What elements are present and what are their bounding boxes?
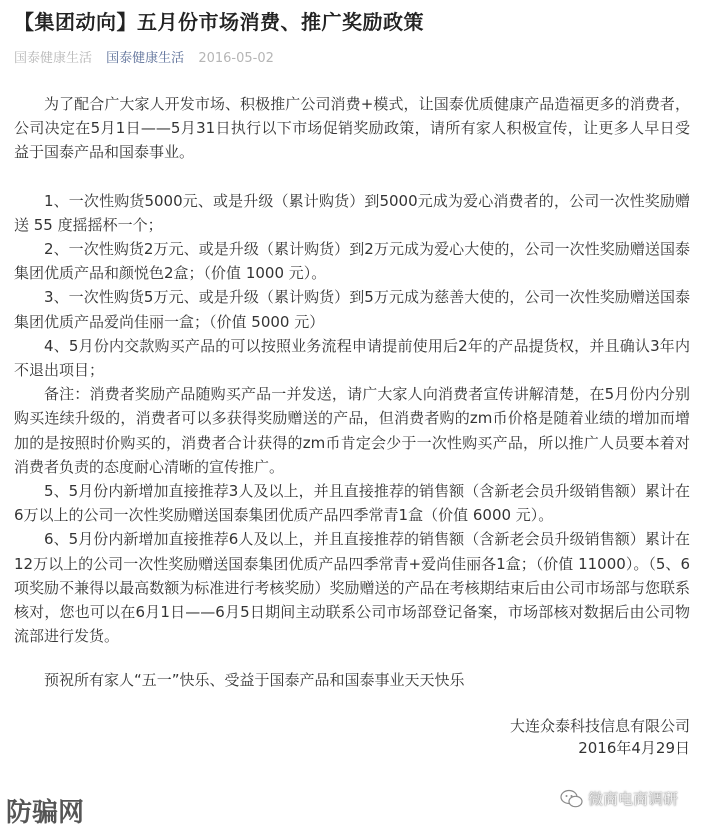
policy-item-1: 1、一次性购货5000元、或是升级（累计购货）到5000元成为爱心消费者的，公司一次性奖励赠送 55 度摇摇杯一个； — [14, 191, 690, 234]
policy-item-2: 2、一次性购货2万元、或是升级（累计购货）到2万元成为爱心大使的，公司一次性奖励赠送国泰集团优质产品和颜悦色2盒；（价值 1000 元）。 — [14, 240, 690, 283]
watermark-right-text: 微商电商调研 — [588, 790, 679, 808]
watermark-left: 防骗网 — [6, 798, 85, 828]
signature-company: 大连众泰科技信息有限公司 — [509, 716, 690, 735]
policy-item-6: 6、5月份内新增加直接推荐6人及以上，并且直接推荐的销售额（含新老会员升级销售额）累计在12万以上的公司一次性奖励赠送国泰集团优质产品四季常青+爱尚佳丽各1盒；（价值 11000）。（5、6项奖励不兼得以最高数额为标准进行考核奖励）奖励赠送的产品在考核期结束后由公司市场部与您联系核对，您也可以在6月1日——6月5日期间主动联系公司市场部登记备案，市场部核对数据后由公司物流部进行发货。 — [14, 530, 690, 646]
intro-paragraph: 为了配合广大家人开发市场、积极推广公司消费+模式，让国泰优质健康产品造福更多的消费者，公司决定在5月1日——5月31日执行以下市场促销奖励政策，请所有家人积极宣传，让更多人早日受益于国泰产品和国泰事业。 — [14, 95, 690, 162]
policy-item-3: 3、一次性购货5万元、或是升级（累计购货）到5万元成为慈善大使的，公司一次性奖励赠送国泰集团优质产品爱尚佳丽一盒；（价值 5000 元） — [14, 288, 690, 331]
article-meta — [14, 47, 284, 66]
article-source: 国泰健康生活 — [14, 51, 93, 66]
paragraph-gap — [14, 165, 690, 189]
account-link[interactable]: 国泰健康生活 — [106, 51, 185, 66]
signature-block — [14, 715, 690, 759]
publish-date: 2016-05-02 — [198, 51, 274, 66]
policy-item-5: 5、5月份内新增加直接推荐3人及以上，并且直接推荐的销售额（含新老会员升级销售额）累计在6万以上的公司一次性奖励赠送国泰集团优质产品四季常青1盒（价值 6000 元）。 — [14, 482, 690, 525]
signature-date: 2016年4月29日 — [578, 738, 690, 757]
paragraph-gap — [14, 648, 690, 668]
article-title: 【集团动向】五月份市场消费、推广奖励政策 — [14, 10, 424, 34]
policy-item-4: 4、5月份内交款购买产品的可以按照业务流程申请提前使用后2年的产品提货权，并且确认3年内不退出项目； — [14, 336, 690, 380]
wechat-icon — [560, 789, 584, 809]
closing-paragraph: 预祝所有家人“五一”快乐、受益于国泰产品和国泰事业天天快乐 — [44, 671, 465, 690]
article-body — [14, 92, 690, 759]
watermark-right — [560, 788, 678, 809]
policy-note: 备注：消费者奖励产品随购买产品一并发送，请广大家人向消费者宣传讲解清楚，在5月份内分别购买连续升级的，消费者可以多获得奖励赠送的产品，但消费者购的zm币价格是随着业绩的增加而增加的是按照时价购买的，消费者合计获得的zm币肯定会少于一次性购买产品，所以推广人员要本着对消费者负责的态度耐心清晰的宣传推广。 — [14, 385, 690, 476]
